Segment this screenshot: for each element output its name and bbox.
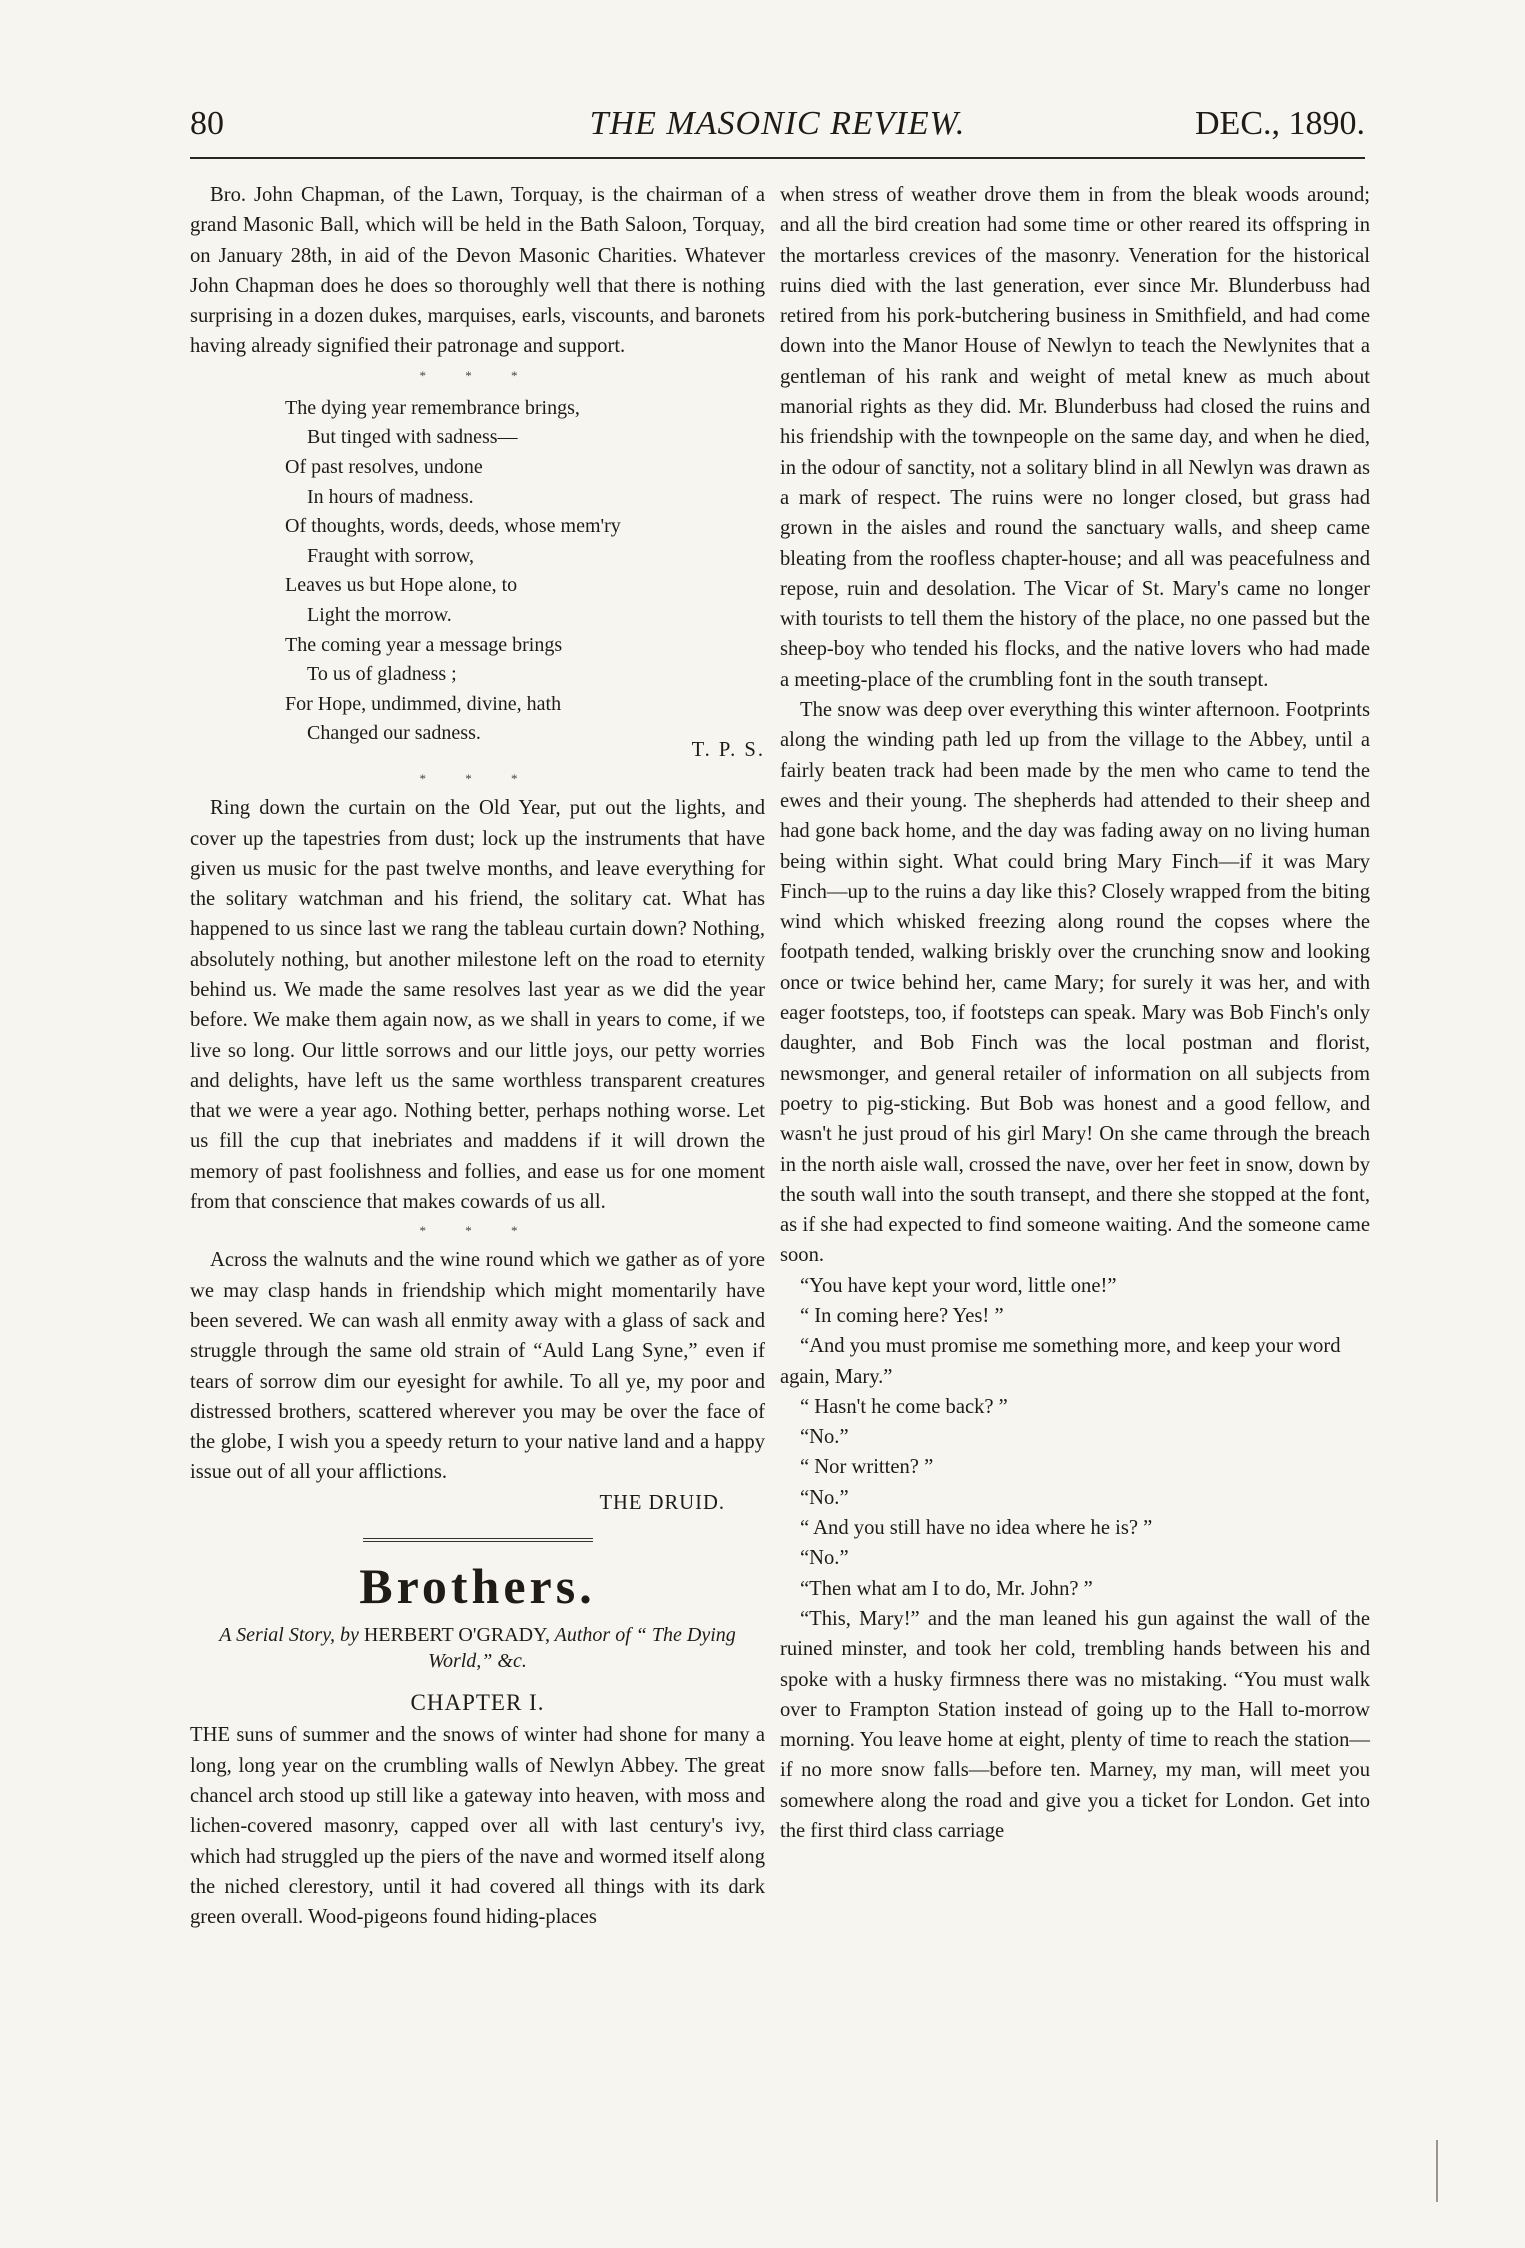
journal-title: THE MASONIC REVIEW. <box>589 105 966 142</box>
poem-line: Of thoughts, words, deeds, whose mem'ry <box>285 515 621 538</box>
story-title: Brothers. <box>359 1558 596 1615</box>
poem-line: Of past resolves, undone <box>285 455 483 478</box>
chapter-heading: CHAPTER I. <box>410 1690 545 1716</box>
left-column <box>190 180 765 1932</box>
paragraph-curtain: Ring down the curtain on the Old Year, put out the lights, and cover up the tapestries from dust; lock up the instruments that have given us music for the past twelve months, and leave everything for the solitary watchman and his friend, the solitary cat. What has happened to us since last we rang the tableau curtain down? Nothing, absolutely nothing, but another milestone left on the road to eternity behind us. We made the same resolves last year as we did the year before. We make them again now, as we shall in years to come, if we live so long. Our little sorrows and our little joys, our petty worries and delights, have left us the same worthless transparent creatures that we were a year ago. Nothing better, perhaps nothing worse. Let us fill the cup that inebriates and maddens if it will drown the memory of past foolishness and follies, and ease us for one moment from that conscience that makes cowards of us all. <box>190 797 765 1214</box>
margin-mark <box>1436 2140 1438 2202</box>
poem-line: For Hope, undimmed, divine, hath <box>285 692 562 715</box>
page-number: 80 <box>190 105 224 142</box>
poem-line: To us of gladness ; <box>307 663 457 686</box>
poem-line: Changed our sadness. <box>307 722 481 745</box>
dialog-line: “ And you still have no idea where he is? ” <box>800 1517 1153 1540</box>
story-byline <box>190 1622 765 1674</box>
dialog-line: “ In coming here? Yes! ” <box>800 1304 1004 1327</box>
dialog-line: “ Nor written? ” <box>800 1456 934 1479</box>
poem-line: The dying year remembrance brings, <box>285 396 580 419</box>
paragraph-this-mary: “This, Mary!” and the man leaned his gun against the wall of the ruined minster, and took her cold, trembling hands between his and spoke with a husky firmness there was no mistaking. “You must walk over to Frampton Station instead of going up to the Hall to-morrow morning. You leave home at eight, plenty of time to reach the station—if no more snow falls—before ten. Marney, my man, will meet you somewhere along the road and give you a ticket for London. Get into the first third class carriage <box>780 1607 1370 1843</box>
paragraph-chapter-start: THE suns of summer and the snows of winter had shone for many a long, long year on the crumbling walls of Newlyn Abbey. The great chancel arch stood up still like a gateway into heaven, with moss and lichen-covered masonry, capped over all with last century's ivy, which had struggled up the piers of the nave and wormed itself along the niched clerestory, until it had covered all things with its dark green overall. Wood-pigeons found hiding-places <box>190 1724 765 1929</box>
poem <box>285 394 765 749</box>
issue-date: DEC., 1890. <box>1195 105 1365 142</box>
druid-signature: THE DRUID. <box>599 1491 725 1514</box>
right-column <box>780 180 1370 1846</box>
byline-suffix: Author of “ The Dying World,” &c. <box>428 1624 736 1673</box>
poem-signature: T. P. S. <box>691 738 765 761</box>
poem-line: But tinged with sadness— <box>307 426 518 449</box>
section-divider-stars: * * * <box>419 1223 536 1239</box>
dialog-line: “No.” <box>800 1547 849 1570</box>
dialog-line: “No.” <box>800 1486 849 1509</box>
poem-line: The coming year a message brings <box>285 633 563 656</box>
dialog-line: “ Hasn't he come back? ” <box>800 1395 1008 1418</box>
dialog-line: “No.” <box>800 1426 849 1449</box>
byline-author: HERBERT O'GRADY, <box>363 1624 550 1647</box>
page-header <box>190 105 1365 159</box>
byline-prefix: A Serial Story, by <box>219 1624 359 1647</box>
poem-line: Leaves us but Hope alone, to <box>285 574 518 597</box>
poem-line: In hours of madness. <box>307 485 474 508</box>
section-divider-stars: * * * <box>419 771 536 787</box>
double-rule-divider <box>363 1538 593 1542</box>
paragraph-continuation: when stress of weather drove them in from the bleak woods around; and all the bird creation had some time or other reared its offspring in the mortarless crevices of the masonry. Veneration for the historical ruins died with the last generation, ever since Mr. Blunderbuss had retired from his pork-butchering business in Smithfield, and had come down into the Manor House of Newlyn to teach the Newlynites that a gentleman of his rank and weight of metal knew as much about manorial rights as they did. Mr. Blunderbuss had closed the ruins and his friendship with the townpeople on the same day, and when he died, in the odour of sanctity, not a solitary blind in all Newlyn was drawn as a mark of respect. The ruins were no longer closed, but grass had grown in the aisles and round the sanctuary walls, and sheep came bleating from the roofless chapter-house; and all was peacefulness and repose, ruin and desolation. The Vicar of St. Mary's came no longer with tourists to tell them the history of the place, no one passed but the sheep-boy who tended his flocks, and the native lovers who had made a meeting-place of the crumbling font in the south transept. <box>780 184 1370 691</box>
dialog-line: “Then what am I to do, Mr. John? ” <box>800 1577 1093 1600</box>
dialog-line: “And you must promise me something more, and keep your word again, Mary.” <box>780 1335 1341 1388</box>
section-divider-stars: * * * <box>419 367 536 383</box>
paragraph-masonic-ball: Bro. John Chapman, of the Lawn, Torquay, is the chairman of a grand Masonic Ball, which will be held in the Bath Saloon, Torquay, on January 28th, in aid of the Devon Masonic Charities. Whatever John Chapman does he does so thoroughly well that there is nothing surprising in a dozen dukes, marquises, earls, viscounts, and baronets having already signified their patronage and support. <box>190 184 765 358</box>
dialog-line: “You have kept your word, little one!” <box>800 1274 1117 1297</box>
poem-line: Fraught with sorrow, <box>307 544 475 567</box>
paragraph-snow: The snow was deep over everything this winter afternoon. Footprints along the winding path led up from the village to the Abbey, until a fairly beaten track had been made by the men who came to tend the ewes and their young. The shepherds had attended to their sheep and had gone back home, and the day was fading away on no living human being within sight. What could bring Mary Finch—if it was Mary Finch—up to the ruins a day like this? Closely wrapped from the biting wind which whisked freezing along round the copses where the footpath tended, walking briskly over the crunching snow and looking once or twice behind her, came Mary; for surely it was her, and with eager footsteps, too, if footsteps can speak. Mary was Bob Finch's only daughter, and Bob Finch was the local postman and florist, newsmonger, and general retailer of information on all subjects from poetry to pig-sticking. But Bob was honest and a good fellow, and wasn't he just proud of his girl Mary! On she came through the breach in the north aisle wall, crossed the nave, over her feet in snow, down by the south wall into the south transept, and there she stopped at the font, as if she had expected to find someone waiting. And the someone came soon. <box>780 699 1370 1267</box>
paragraph-walnuts: Across the walnuts and the wine round which we gather as of yore we may clasp hands in friendship which might momentarily have been severed. We can wash all enmity away with a glass of sack and struggle through the same old strain of “Auld Lang Syne,” even if tears of sorrow dim our eyesight for awhile. To all ye, my poor and distressed brothers, scattered wherever you may be over the face of the globe, I wish you a speedy return to your native land and a happy issue out of all your afflictions. <box>190 1249 765 1484</box>
poem-line: Light the morrow. <box>307 603 452 626</box>
